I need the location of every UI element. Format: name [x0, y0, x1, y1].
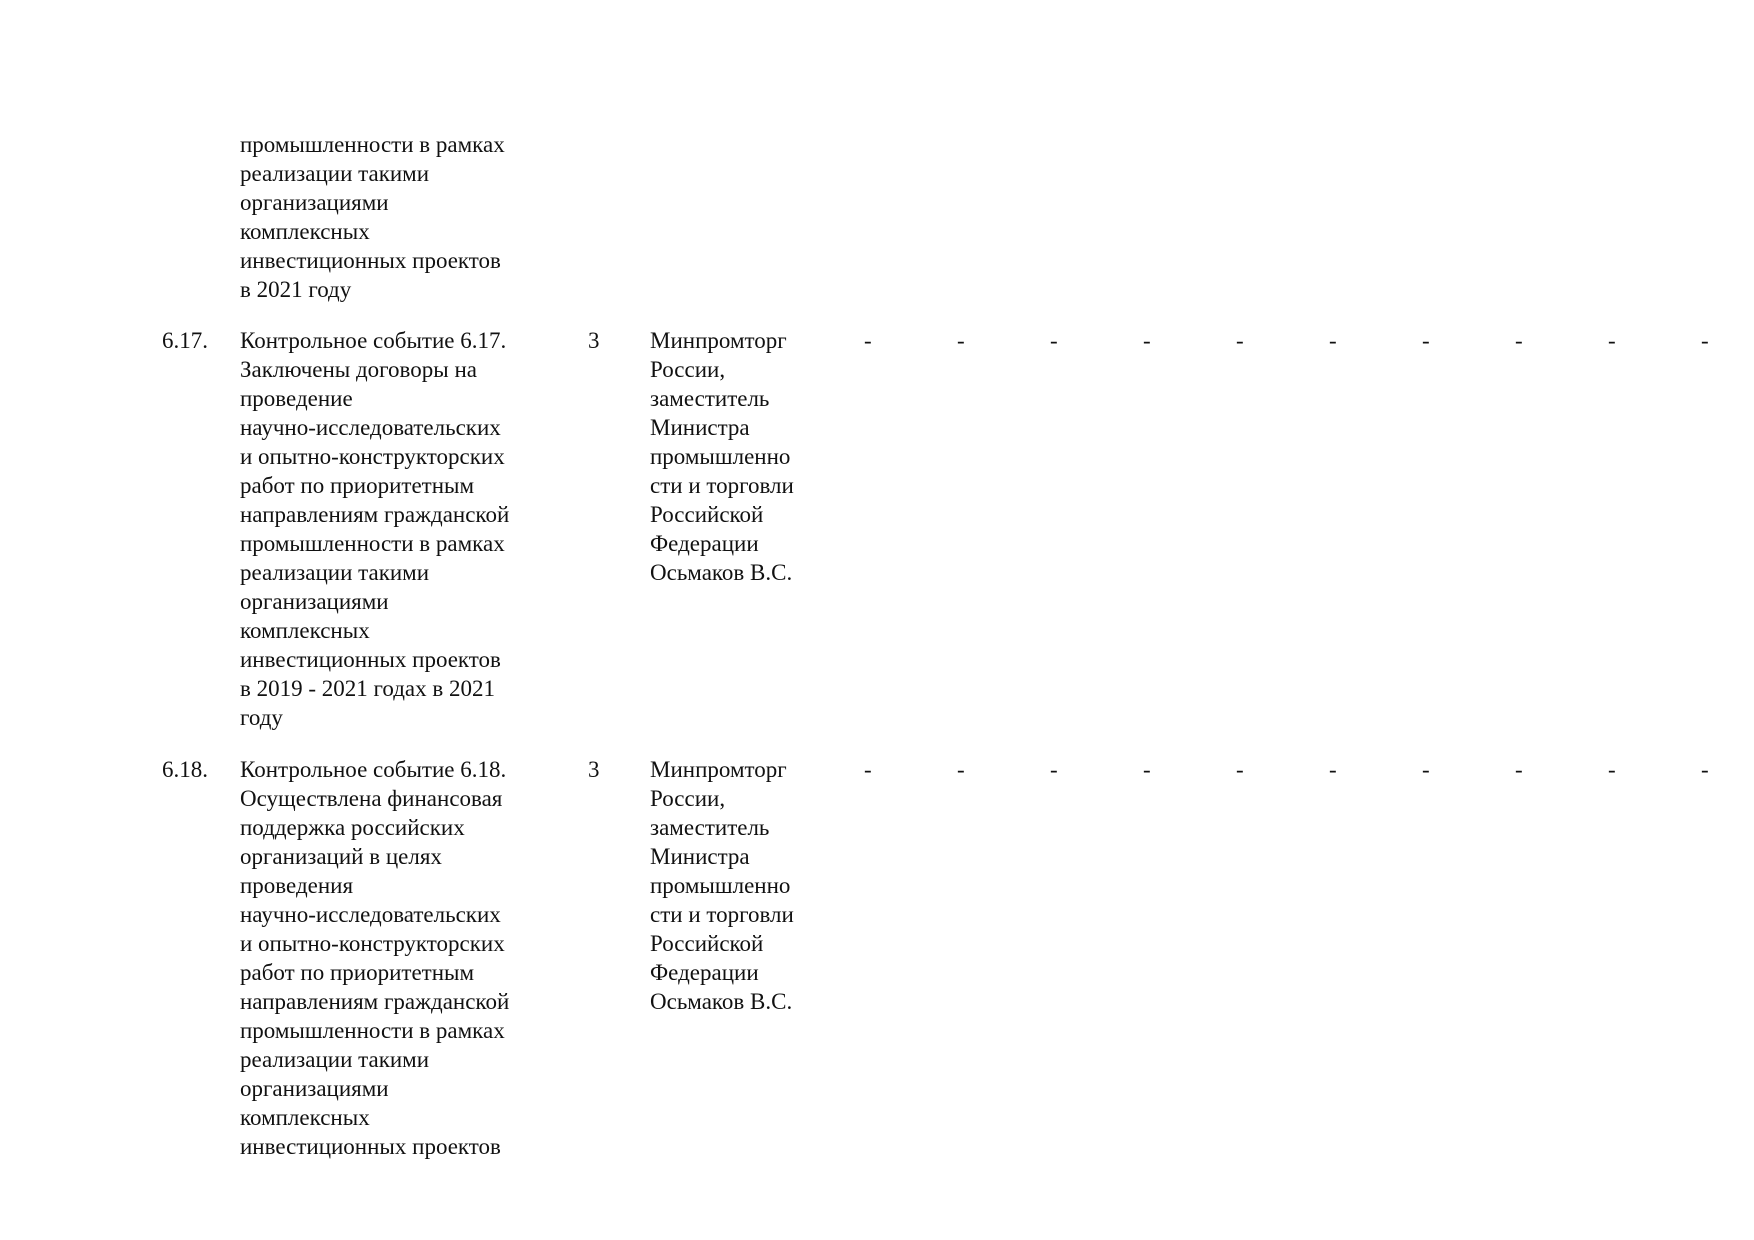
- row-responsible: [650, 755, 794, 1016]
- responsible-line: Осьмаков В.С.: [650, 989, 793, 1014]
- continuation-line: промышленности в рамках: [240, 132, 505, 157]
- continuation-line: в 2021 году: [240, 277, 352, 302]
- value-cell: -: [864, 328, 872, 353]
- value-cell: -: [1143, 757, 1151, 782]
- row-description: [240, 326, 509, 732]
- responsible-line: промышленно: [650, 444, 791, 469]
- description-line: научно-исследовательских: [240, 415, 501, 440]
- description-line: реализации такими: [240, 1047, 430, 1072]
- description-line: промышленности в рамках: [240, 1018, 505, 1043]
- row-responsible: [650, 326, 794, 587]
- description-line: инвестиционных проектов: [240, 1134, 501, 1159]
- description-line: работ по приоритетным: [240, 473, 475, 498]
- value-cell: -: [1329, 328, 1337, 353]
- description-line: Заключены договоры на: [240, 357, 477, 382]
- value-cell: -: [1236, 757, 1244, 782]
- value-cell: -: [1050, 757, 1058, 782]
- responsible-line: России,: [650, 357, 726, 382]
- value-cell: -: [1515, 328, 1523, 353]
- row-status: 3: [588, 328, 600, 353]
- description-line: поддержка российских: [240, 815, 465, 840]
- description-line: направлениям гражданской: [240, 989, 510, 1014]
- value-cell: -: [1422, 328, 1430, 353]
- description-line: и опытно-конструкторских: [240, 444, 505, 469]
- description-line: организациями: [240, 589, 389, 614]
- continuation-line: реализации такими: [240, 161, 430, 186]
- value-cell: -: [864, 757, 872, 782]
- continuation-line: инвестиционных проектов: [240, 248, 501, 273]
- value-cell: -: [1701, 757, 1709, 782]
- description-line: комплексных: [240, 618, 370, 643]
- value-cell: -: [1608, 757, 1616, 782]
- responsible-line: Федерации: [650, 960, 759, 985]
- description-line: Контрольное событие 6.18.: [240, 757, 507, 782]
- responsible-line: Министра: [650, 415, 750, 440]
- responsible-line: промышленно: [650, 873, 791, 898]
- value-cell: -: [1701, 328, 1709, 353]
- value-cell: -: [1050, 328, 1058, 353]
- responsible-line: Минпромторг: [650, 757, 787, 782]
- description-line: Осуществлена финансовая: [240, 786, 503, 811]
- continuation-line: организациями: [240, 190, 389, 215]
- row-number: 6.17.: [162, 328, 208, 353]
- description-line: и опытно-конструкторских: [240, 931, 505, 956]
- responsible-line: заместитель: [650, 815, 770, 840]
- value-cell: -: [1422, 757, 1430, 782]
- responsible-line: России,: [650, 786, 726, 811]
- responsible-line: Минпромторг: [650, 328, 787, 353]
- description-line: проведения: [240, 873, 354, 898]
- responsible-line: Министра: [650, 844, 750, 869]
- description-line: научно-исследовательских: [240, 902, 501, 927]
- value-cell: -: [1608, 328, 1616, 353]
- value-cell: -: [1143, 328, 1151, 353]
- responsible-line: заместитель: [650, 386, 770, 411]
- value-cell: -: [957, 328, 965, 353]
- row-number: 6.18.: [162, 757, 208, 782]
- continuation-line: комплексных: [240, 219, 370, 244]
- description-line: году: [240, 705, 283, 730]
- value-cell: -: [1515, 757, 1523, 782]
- responsible-line: Российской: [650, 931, 764, 956]
- responsible-line: Осьмаков В.С.: [650, 560, 793, 585]
- description-line: промышленности в рамках: [240, 531, 505, 556]
- value-cell: -: [1236, 328, 1244, 353]
- description-line: Контрольное событие 6.17.: [240, 328, 507, 353]
- responsible-line: сти и торговли: [650, 902, 794, 927]
- description-line: направлениям гражданской: [240, 502, 510, 527]
- description-line: работ по приоритетным: [240, 960, 475, 985]
- description-line: проведение: [240, 386, 353, 411]
- description-line: организациями: [240, 1076, 389, 1101]
- responsible-line: Российской: [650, 502, 764, 527]
- responsible-line: сти и торговли: [650, 473, 794, 498]
- responsible-line: Федерации: [650, 531, 759, 556]
- row-status: 3: [588, 757, 600, 782]
- value-cell: -: [957, 757, 965, 782]
- description-line: в 2019 - 2021 годах в 2021: [240, 676, 495, 701]
- row-description: [240, 755, 509, 1161]
- value-cell: -: [1329, 757, 1337, 782]
- description-line: инвестиционных проектов: [240, 647, 501, 672]
- description-line: реализации такими: [240, 560, 430, 585]
- description-line: комплексных: [240, 1105, 370, 1130]
- description-line: организаций в целях: [240, 844, 442, 869]
